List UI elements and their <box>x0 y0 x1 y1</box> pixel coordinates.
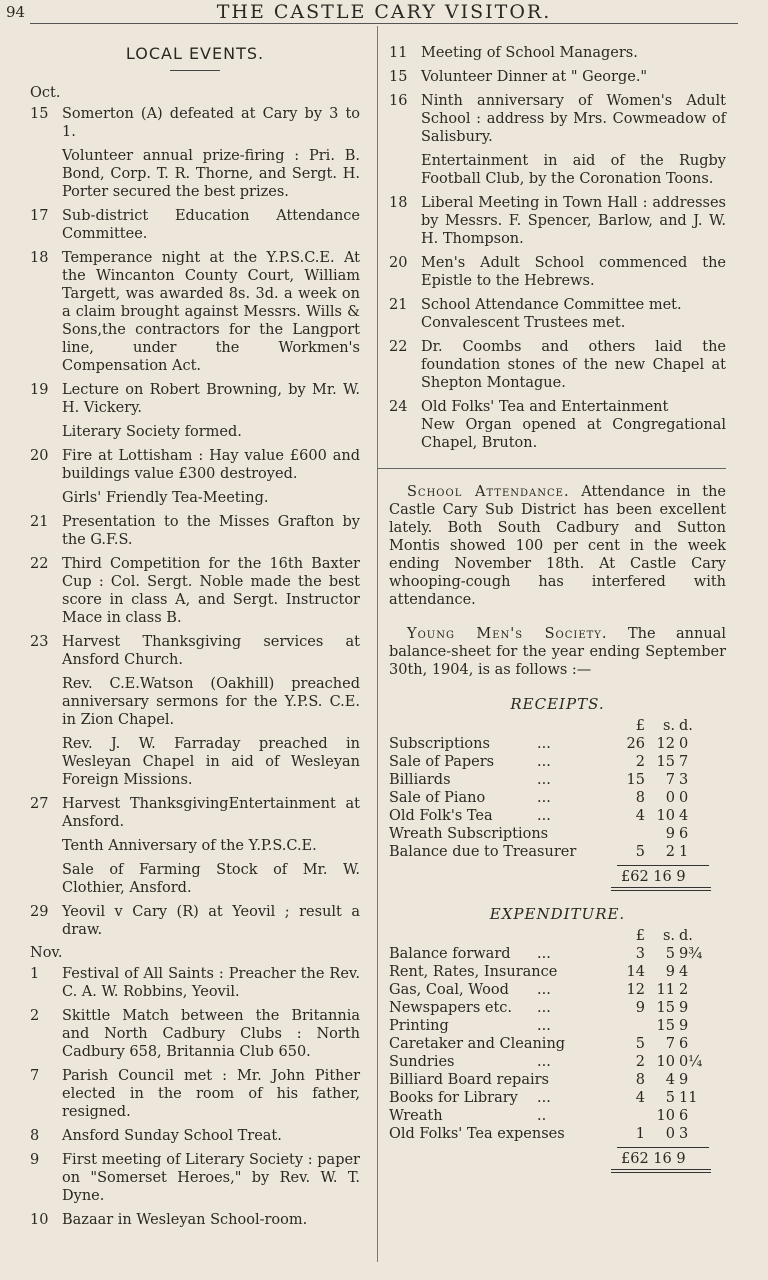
account-item-label: Sale of Papers <box>389 754 495 770</box>
event-body <box>62 1151 360 1205</box>
november-events-left <box>30 965 360 1229</box>
event-text: Sub-district Education Attendance Committee. <box>62 208 360 242</box>
shillings-value: 7 <box>665 1036 675 1052</box>
event-subtext: Sale of Farming Stock of Mr. W. Clothier, Ansford. <box>62 862 360 896</box>
expenditure-total-value: £62 16 9 <box>621 1151 686 1167</box>
event-text: Somerton (A) defeated at Cary by 3 to 1. <box>62 106 360 140</box>
event-entry <box>30 381 360 441</box>
shillings-value: 0 <box>665 790 675 806</box>
receipts-title: RECEIPTS. <box>510 695 605 713</box>
account-row <box>389 945 726 963</box>
account-item-label: Books for Library <box>389 1090 518 1106</box>
shillings-value: 9 <box>665 826 675 842</box>
school-attendance-text: Attendance in the Castle Cary Sub District has been excellent lately. Both South Cadbury and Sutton Montis showed 100 per cent in the week ending November 18th. At Castle Cary whooping-cough has interfered with attendance. <box>389 484 726 608</box>
account-row <box>389 963 726 981</box>
event-text: Skittle Match between the Britannia and North Cadbury Clubs : North Cadbury 658, Britannia Club 650. <box>62 1008 360 1060</box>
account-leader-dots: ... <box>537 946 551 962</box>
event-day: 1 <box>30 966 40 982</box>
pence-value: 6 <box>679 1108 689 1124</box>
event-text: Liberal Meeting in Town Hall : addresses by Messrs. F. Spencer, Barlow, and J. W. H. Thompson. <box>421 195 726 247</box>
account-item-label: Balance forward <box>389 946 511 962</box>
account-leader-dots: ... <box>537 982 551 998</box>
pounds-value: 3 <box>635 946 645 962</box>
event-text: Temperance night at the Y.P.S.C.E. At the Wincanton County Court, William Targett, was awarded 8s. 3d. a week on a claim brought against Messrs. Wills & Sons,the contractors for the Langport line, under the Workmen's Compensation Act. <box>62 250 360 374</box>
event-entry <box>389 398 726 452</box>
event-entry <box>30 447 360 507</box>
shillings-value: 7 <box>665 772 675 788</box>
shillings-value: 4 <box>665 1072 675 1088</box>
account-row <box>389 735 726 753</box>
shillings-header: s. <box>662 928 675 944</box>
young-mens-society-paragraph <box>389 625 726 679</box>
expenditure-title: EXPENDITURE. <box>489 905 626 923</box>
event-entry <box>389 296 726 332</box>
pence-value: 4 <box>679 808 689 824</box>
account-row <box>389 843 726 861</box>
event-subtext: Rev. C.E.Watson (Oakhill) preached anniversary sermons for the Y.P.S. C.E. in Zion Chapel. <box>62 676 360 728</box>
event-body <box>62 1067 360 1121</box>
event-entry <box>30 903 360 939</box>
receipts-currency-header <box>389 717 726 735</box>
event-text: Lecture on Robert Browning, by Mr. W. H. Vickery. <box>62 382 360 416</box>
account-item-label: Caretaker and Cleaning <box>389 1036 566 1052</box>
shillings-value: 10 <box>656 1108 675 1124</box>
shillings-header: s. <box>662 718 675 734</box>
event-text: Harvest Thanksgiving services at Ansford Church. <box>62 634 360 668</box>
pounds-value: 1 <box>635 1126 645 1142</box>
event-text: Third Competition for the 16th Baxter Cup : Col. Sergt. Noble made the best score in class A, and Sergt. Instructor Mace in class B. <box>62 556 360 626</box>
shillings-value: 11 <box>656 982 675 998</box>
event-text: Volunteer Dinner at " George." <box>421 69 648 85</box>
expenditure-currency-header <box>389 927 726 945</box>
right-column <box>389 32 726 1169</box>
pounds-value: 4 <box>635 808 645 824</box>
event-day: 10 <box>30 1212 49 1228</box>
shillings-value: 15 <box>656 754 675 770</box>
pence-value: 9 <box>679 1000 689 1016</box>
account-row <box>389 1035 726 1053</box>
event-text: Bazaar in Wesleyan School-room. <box>62 1212 308 1228</box>
event-day: 18 <box>389 195 408 211</box>
shillings-value: 15 <box>656 1018 675 1034</box>
event-subtext: Girls' Friendly Tea-Meeting. <box>62 490 269 506</box>
shillings-value: 15 <box>656 1000 675 1016</box>
event-body <box>421 254 726 290</box>
event-body <box>421 338 726 392</box>
pence-value: 4 <box>679 964 689 980</box>
event-body <box>421 194 726 248</box>
pounds-value: 2 <box>635 754 645 770</box>
pounds-value: 5 <box>635 844 645 860</box>
running-title: THE CASTLE CARY VISITOR. <box>216 1 552 23</box>
event-body <box>62 903 360 939</box>
event-day: 22 <box>389 339 408 355</box>
pence-value: 6 <box>679 826 689 842</box>
account-row <box>389 1125 726 1143</box>
event-text: Meeting of School Managers. <box>421 45 638 61</box>
event-entry <box>30 249 360 375</box>
event-body <box>62 513 360 549</box>
shillings-value: 9 <box>665 964 675 980</box>
account-item-label: Subscriptions <box>389 736 490 752</box>
receipts-total-value: £62 16 9 <box>621 869 686 885</box>
event-text: Dr. Coombs and others laid the foundation stones of the new Chapel at Shepton Montague. <box>421 339 726 391</box>
event-day: 21 <box>389 297 408 313</box>
event-text: Old Folks' Tea and Entertainment <box>421 399 669 415</box>
account-row <box>389 753 726 771</box>
pence-value: 6 <box>679 1036 689 1052</box>
event-day: 7 <box>30 1068 40 1084</box>
account-item-label: Sale of Piano <box>389 790 486 806</box>
event-text: Festival of All Saints : Preacher the Rev. C. A. W. Robbins, Yeovil. <box>62 966 360 1000</box>
account-leader-dots: ... <box>537 1018 551 1034</box>
event-day: 29 <box>30 904 49 920</box>
event-text: Ninth anniversary of Women's Adult School : address by Mrs. Cowmeadow of Salisbury. <box>421 93 726 145</box>
pence-value: 9 <box>679 1072 689 1088</box>
event-subtext: Literary Society formed. <box>62 424 242 440</box>
event-subtext: Volunteer annual prize-firing : Pri. B. Bond, Corp. T. R. Thorne, and Sergt. H. Porter secured the best prizes. <box>62 148 360 200</box>
event-text: Convalescent Trustees met. <box>421 315 626 331</box>
event-entry <box>30 513 360 549</box>
pence-value: 9¾ <box>679 946 703 962</box>
pounds-header: £ <box>635 718 645 734</box>
event-subtext: Tenth Anniversary of the Y.P.S.C.E. <box>62 838 317 854</box>
event-entry <box>30 1127 360 1145</box>
pence-value: 11 <box>679 1090 698 1106</box>
event-day: 15 <box>30 106 49 122</box>
event-day: 17 <box>30 208 49 224</box>
shillings-value: 5 <box>665 946 675 962</box>
event-body <box>421 68 726 86</box>
pounds-value: 26 <box>626 736 645 752</box>
event-body <box>62 795 360 897</box>
account-item-label: Balance due to Treasurer <box>389 844 577 860</box>
event-entry <box>30 555 360 627</box>
event-body <box>62 555 360 627</box>
account-row <box>389 1107 726 1125</box>
account-leader-dots: .. <box>537 1108 547 1124</box>
column-divider <box>377 26 378 1262</box>
pounds-value: 12 <box>626 982 645 998</box>
account-row <box>389 1017 726 1035</box>
account-item-label: Sundries <box>389 1054 455 1070</box>
account-leader-dots: ... <box>537 1054 551 1070</box>
account-leader-dots: ... <box>537 790 551 806</box>
event-body <box>62 1007 360 1061</box>
event-day: 20 <box>30 448 49 464</box>
pence-value: 2 <box>679 982 689 998</box>
account-row <box>389 789 726 807</box>
event-text: Yeovil v Cary (R) at Yeovil ; result a draw. <box>62 904 360 938</box>
event-day: 16 <box>389 93 408 109</box>
pounds-value: 4 <box>635 1090 645 1106</box>
event-day: 2 <box>30 1008 40 1024</box>
receipt-rows <box>389 735 726 861</box>
november-events-right <box>389 44 726 452</box>
page-header <box>0 0 768 24</box>
account-item-label: Billiard Board repairs <box>389 1072 549 1088</box>
page-number: 94 <box>6 3 26 21</box>
event-entry <box>30 1067 360 1121</box>
event-entry <box>30 207 360 243</box>
account-row <box>389 771 726 789</box>
event-text: First meeting of Literary Society : paper on "Somerset Heroes," by Rev. W. T. Dyne. <box>62 1152 360 1204</box>
event-entry <box>30 1211 360 1229</box>
event-entry <box>389 92 726 188</box>
event-body <box>421 398 726 452</box>
account-item-label: Old Folk's Tea <box>389 808 493 824</box>
event-text: Ansford Sunday School Treat. <box>62 1128 282 1144</box>
pence-value: 9 <box>679 1018 689 1034</box>
account-leader-dots: ... <box>537 754 551 770</box>
pence-value: 3 <box>679 772 689 788</box>
shillings-value: 12 <box>656 736 675 752</box>
event-text: School Attendance Committee met. <box>421 297 682 313</box>
event-entry <box>30 795 360 897</box>
pence-value: 3 <box>679 1126 689 1142</box>
pence-header: d. <box>679 928 693 944</box>
pounds-value: 8 <box>635 790 645 806</box>
event-day: 9 <box>30 1152 40 1168</box>
pounds-value: 9 <box>635 1000 645 1016</box>
event-day: 18 <box>30 250 49 266</box>
account-item-label: Rent, Rates, Insurance <box>389 964 558 980</box>
account-leader-dots: ... <box>537 1090 551 1106</box>
account-item-label: Gas, Coal, Wood <box>389 982 509 998</box>
account-row <box>389 1053 726 1071</box>
event-entry <box>30 965 360 1001</box>
expenditure-account <box>389 905 726 1169</box>
account-leader-dots: ... <box>537 736 551 752</box>
event-entry <box>30 105 360 201</box>
young-mens-society-text: The annual balance-sheet for the year ending September 30th, 1904, is as follows :— <box>389 626 726 678</box>
pence-value: 1 <box>679 844 689 860</box>
account-item-label: Printing <box>389 1018 449 1034</box>
event-text: Parish Council met : Mr. John Pither elected in the room of his father, resigned. <box>62 1068 360 1120</box>
event-body <box>62 633 360 789</box>
account-leader-dots: ... <box>537 808 551 824</box>
pounds-header: £ <box>635 928 645 944</box>
account-row <box>389 807 726 825</box>
event-body <box>62 1127 360 1145</box>
account-row <box>389 999 726 1017</box>
pence-value: 0 <box>679 790 689 806</box>
pounds-value: 2 <box>635 1054 645 1070</box>
event-day: 8 <box>30 1128 40 1144</box>
account-item-label: Wreath Subscriptions <box>389 826 549 842</box>
event-day: 19 <box>30 382 49 398</box>
event-body <box>62 965 360 1001</box>
event-text: Presentation to the Misses Grafton by the G.F.S. <box>62 514 360 548</box>
event-text: Men's Adult School commenced the Epistle to the Hebrews. <box>421 255 726 289</box>
pence-value: 0¼ <box>679 1054 703 1070</box>
account-row <box>389 1089 726 1107</box>
event-subtext: Entertainment in aid of the Rugby Football Club, by the Coronation Toons. <box>421 153 726 187</box>
october-events <box>30 105 360 939</box>
event-day: 20 <box>389 255 408 271</box>
event-body <box>62 447 360 507</box>
month-label-oct: Oct. <box>30 85 61 101</box>
account-leader-dots: ... <box>537 1000 551 1016</box>
account-row <box>389 825 726 843</box>
title-dash <box>170 70 220 71</box>
event-body <box>421 44 726 62</box>
pounds-value: 15 <box>626 772 645 788</box>
shillings-value: 10 <box>656 808 675 824</box>
event-entry <box>30 1151 360 1205</box>
event-day: 11 <box>389 45 408 61</box>
account-row <box>389 981 726 999</box>
event-day: 27 <box>30 796 49 812</box>
event-body <box>62 381 360 441</box>
event-entry <box>389 338 726 392</box>
shillings-value: 10 <box>656 1054 675 1070</box>
event-day: 15 <box>389 69 408 85</box>
account-item-label: Old Folks' Tea expenses <box>389 1126 565 1142</box>
shillings-value: 5 <box>665 1090 675 1106</box>
pence-value: 0 <box>679 736 689 752</box>
shillings-value: 0 <box>665 1126 675 1142</box>
event-text: New Organ opened at Congregational Chapel, Bruton. <box>421 417 726 451</box>
event-entry <box>389 68 726 86</box>
school-attendance-heading: School Attendance. <box>407 484 570 500</box>
event-entry <box>30 1007 360 1061</box>
school-attendance-paragraph <box>389 483 726 609</box>
header-rule <box>30 23 738 24</box>
event-body <box>62 207 360 243</box>
event-subtext: Rev. J. W. Farraday preached in Wesleyan Chapel in aid of Wesleyan Foreign Missions. <box>62 736 360 788</box>
pounds-value: 8 <box>635 1072 645 1088</box>
account-item-label: Wreath <box>389 1108 443 1124</box>
account-leader-dots: ... <box>537 772 551 788</box>
account-item-label: Billiards <box>389 772 451 788</box>
account-item-label: Newspapers etc. <box>389 1000 513 1016</box>
event-text: Harvest ThanksgivingEntertainment at Ansford. <box>62 796 360 830</box>
event-body <box>62 1211 360 1229</box>
local-events-title: LOCAL EVENTS. <box>125 44 265 63</box>
event-day: 21 <box>30 514 49 530</box>
young-mens-society-heading: Young Men's Society. <box>407 626 608 642</box>
account-row <box>389 1071 726 1089</box>
month-label-nov: Nov. <box>30 945 63 961</box>
event-text: Fire at Lottisham : Hay value £600 and buildings value £300 destroyed. <box>62 448 360 482</box>
event-day: 22 <box>30 556 49 572</box>
receipts-account <box>389 695 726 887</box>
event-day: 23 <box>30 634 49 650</box>
pounds-value: 5 <box>635 1036 645 1052</box>
event-entry <box>30 633 360 789</box>
event-body <box>62 105 360 201</box>
event-body <box>62 249 360 375</box>
expenditure-total <box>389 1147 726 1169</box>
event-body <box>421 296 726 332</box>
receipts-total <box>389 865 726 887</box>
pence-header: d. <box>679 718 693 734</box>
event-entry <box>389 194 726 248</box>
event-entry <box>389 44 726 62</box>
left-column <box>30 32 360 1235</box>
shillings-value: 2 <box>665 844 675 860</box>
expenditure-rows <box>389 945 726 1143</box>
pounds-value: 14 <box>626 964 645 980</box>
pence-value: 7 <box>679 754 689 770</box>
event-day: 24 <box>389 399 408 415</box>
section-rule <box>377 468 726 469</box>
event-entry <box>389 254 726 290</box>
event-body <box>421 92 726 188</box>
